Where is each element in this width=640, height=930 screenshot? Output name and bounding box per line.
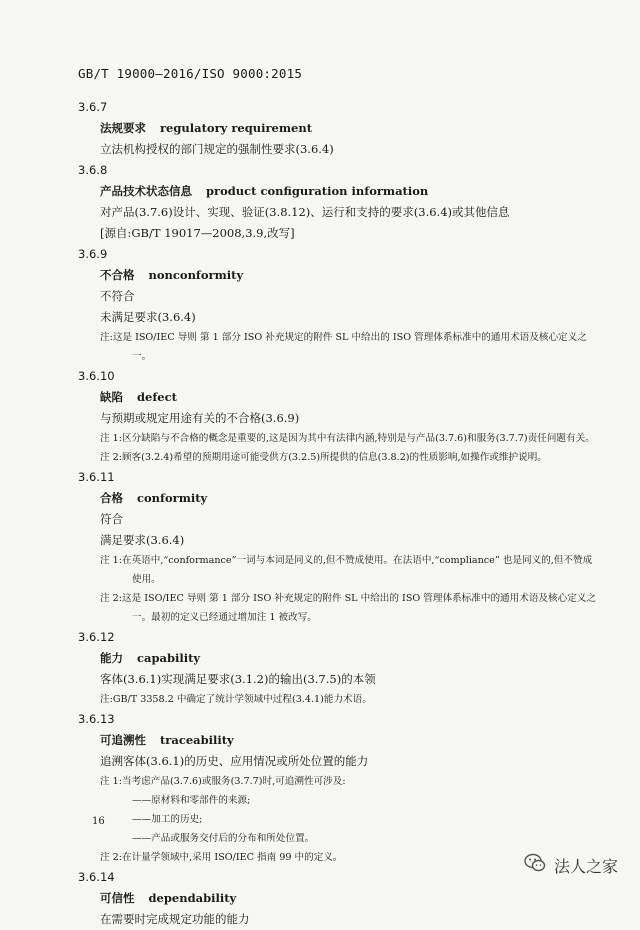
definition-line: 满足要求(3.6.4)	[100, 533, 185, 547]
term-entries	[78, 97, 598, 930]
source-line: [源自:GB/T 19017—2008,3.9,改写]	[100, 226, 295, 240]
term-chinese: 合格	[100, 491, 123, 505]
definition-line: 未满足要求(3.6.4)	[100, 310, 196, 324]
term-entry	[78, 97, 598, 160]
term-english: regulatory requirement	[160, 121, 313, 135]
term-entry	[78, 366, 598, 467]
entry-number: 3.6.12	[78, 630, 115, 644]
term-entry	[78, 709, 598, 867]
term-english: product configuration information	[206, 184, 429, 198]
entry-term	[100, 488, 598, 509]
entry-term	[100, 730, 598, 751]
entry-number: 3.6.13	[78, 712, 115, 726]
term-chinese: 不合格	[100, 268, 135, 282]
definition-line: 追溯客体(3.6.1)的历史、应用情况或所处位置的能力	[100, 754, 369, 768]
entry-term	[100, 118, 598, 139]
term-english: dependability	[148, 891, 237, 905]
note: 注 2:在计量学领域中,采用 ISO/IEC 指南 99 中的定义。	[100, 852, 343, 863]
definition-line: 立法机构授权的部门规定的强制性要求(3.6.4)	[100, 142, 334, 156]
entry-number: 3.6.9	[78, 247, 108, 261]
entry-number: 3.6.10	[78, 369, 115, 383]
entry-number: 3.6.14	[78, 870, 115, 884]
watermark-text: 法人之家	[553, 856, 618, 876]
definition-line: 符合	[100, 512, 123, 526]
definition-line: 与预期或规定用途有关的不合格(3.6.9)	[100, 411, 300, 425]
list-item: ——加工的历史;	[132, 814, 203, 825]
document-header: GB/T 19000—2016/ISO 9000:2015	[78, 66, 303, 81]
note: 注 1:区分缺陷与不合格的概念是重要的,这是因为其中有法律内涵,特别是与产品(3.7.6)和服务(3.7.7)责任问题有关。	[100, 433, 595, 444]
entry-number: 3.6.11	[78, 470, 115, 484]
term-entry	[78, 160, 598, 244]
watermark	[524, 853, 618, 877]
note: 注 2:这是 ISO/IEC 导则 第 1 部分 ISO 补充规定的附件 SL 中给出的 ISO 管理体系标准中的通用术语及核心定义之一。最初的定义已经通过增加注 1 被改写。	[100, 593, 596, 623]
wechat-icon	[524, 853, 554, 877]
term-entry	[78, 244, 598, 366]
note: 注 1:在英语中,“conformance”一词与本词是同义的,但不赞成使用。在法语中,“compliance” 也是同义的,但不赞成使用。	[100, 555, 593, 585]
note: 注 2:顾客(3.2.4)希望的预期用途可能受供方(3.2.5)所提供的信息(3.8.2)的性质影响,如操作或维护说明。	[100, 452, 547, 463]
definition-line: 对产品(3.7.6)设计、实现、验证(3.8.12)、运行和支持的要求(3.6.4)或其他信息	[100, 205, 510, 219]
term-english: capability	[137, 651, 201, 665]
term-chinese: 可追溯性	[100, 733, 146, 747]
entry-number: 3.6.7	[78, 100, 108, 114]
note: 注 1:当考虑产品(3.7.6)或服务(3.7.7)时,可追溯性可涉及:	[100, 776, 346, 787]
entry-term	[100, 648, 598, 669]
term-english: defect	[137, 390, 177, 404]
entry-term	[100, 265, 598, 286]
term-entry	[78, 627, 598, 709]
entry-term	[100, 181, 598, 202]
page-number: 16	[92, 816, 105, 827]
term-english: conformity	[137, 491, 208, 505]
note: 注:GB/T 3358.2 中确定了统计学领域中过程(3.4.1)能力术语。	[100, 694, 372, 705]
entry-term	[100, 387, 598, 408]
term-english: traceability	[160, 733, 234, 747]
list-item: ——产品或服务交付后的分布和所处位置。	[132, 833, 315, 844]
entry-number: 3.6.8	[78, 163, 108, 177]
note: 注:这是 ISO/IEC 导则 第 1 部分 ISO 补充规定的附件 SL 中给出的 ISO 管理体系标准中的通用术语及核心定义之一。	[100, 332, 587, 362]
term-chinese: 能力	[100, 651, 123, 665]
definition-line: 在需要时完成规定功能的能力	[100, 912, 250, 926]
term-entry	[78, 467, 598, 627]
term-chinese: 缺陷	[100, 390, 123, 404]
term-chinese: 法规要求	[100, 121, 146, 135]
definition-line: 不符合	[100, 289, 135, 303]
term-chinese: 产品技术状态信息	[100, 184, 192, 198]
term-english: nonconformity	[148, 268, 244, 282]
list-item: ——原材料和零部件的来源;	[132, 795, 251, 806]
term-chinese: 可信性	[100, 891, 135, 905]
definition-line: 客体(3.6.1)实现满足要求(3.1.2)的输出(3.7.5)的本领	[100, 672, 376, 686]
